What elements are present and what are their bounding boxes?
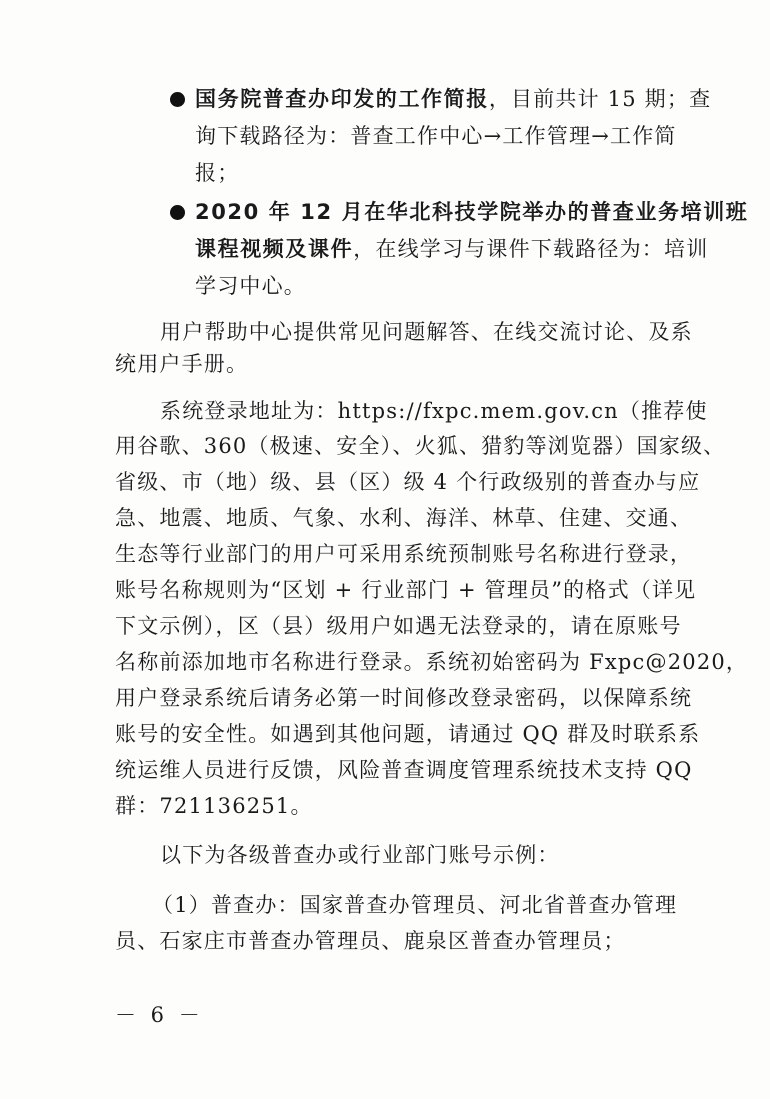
- paragraph-login-line-10: 账号的安全性。如遇到其他问题，请通过 QQ 群及时联系系: [115, 722, 701, 746]
- bullet-2-text: 学习中心。: [195, 274, 306, 298]
- bullet-1-line-3: [195, 158, 239, 188]
- bullet-2-bold-text: 课程视频及课件: [195, 237, 354, 261]
- paragraph-login-line-9: 用户登录系统后请务必第一时间修改登录密码，以保障系统: [115, 686, 693, 710]
- bullet-1-line-1: [195, 84, 711, 114]
- paragraph-login-line-3: 省级、市（地）级、县（区）级 4 个行政级别的普查办与应: [115, 470, 701, 494]
- bullet-dot-icon: [170, 205, 185, 220]
- page-number: － 6 －: [115, 1003, 204, 1027]
- paragraph-login-line-4: 急、地震、地质、气象、水利、海洋、林草、住建、交通、: [115, 506, 693, 530]
- bullet-dot-icon: [170, 92, 185, 107]
- paragraph-login-line-6: 账号名称规则为“区划 + 行业部门 + 管理员”的格式（详见: [115, 578, 697, 602]
- paragraph-login-line-7: 下文示例），区（县）级用户如遇无法登录的，请在原账号: [115, 614, 682, 638]
- bullet-1-text: ，目前共计 15 期；查: [488, 87, 712, 111]
- paragraph-login-line-8: 名称前添加地市名称进行登录。系统初始密码为 Fxpc@2020，: [115, 650, 749, 674]
- bullet-2-bold-text: 2020 年 12 月在华北科技学院举办的普查业务培训班: [195, 200, 749, 224]
- bullet-1-bold-text: 国务院普查办印发的工作简报: [195, 87, 489, 111]
- bullet-2-line-3: [195, 271, 306, 301]
- paragraph-login-line-1: 系统登录地址为：https://fxpc.mem.gov.cn（推荐使: [160, 399, 708, 423]
- bullet-2-line-1: [195, 197, 748, 227]
- paragraph-login-line-2: 用谷歌、360（极速、安全）、火狐、猎豹等浏览器）国家级、: [115, 434, 726, 458]
- paragraph-login-line-11: 统运维人员进行反馈，风险普查调度管理系统技术支持 QQ: [115, 758, 693, 782]
- paragraph-example-1-line-1: （1）普查办：国家普查办管理员、河北省普查办管理: [152, 893, 678, 917]
- paragraph-help-line-2: 统用户手册。: [115, 352, 249, 376]
- paragraph-login-line-12: 群：721136251。: [115, 794, 313, 818]
- paragraph-examples-intro: 以下为各级普查办或行业部门账号示例：: [160, 843, 560, 867]
- bullet-2-line-2: [195, 234, 708, 264]
- paragraph-login-line-5: 生态等行业部门的用户可采用系统预制账号名称进行登录，: [115, 542, 693, 566]
- bullet-1-text: 报；: [195, 161, 240, 185]
- bullet-1-text: 询下载路径为：普查工作中心→工作管理→工作简: [195, 124, 677, 148]
- bullet-1-line-2: [195, 121, 677, 151]
- paragraph-help-line-1: 用户帮助中心提供常见问题解答、在线交流讨论、及系: [160, 320, 693, 344]
- bullet-2-text: ，在线学习与课件下载路径为：培训: [353, 237, 709, 261]
- paragraph-example-1-line-2: 员、石家庄市普查办管理员、鹿泉区普查办管理员；: [115, 929, 626, 953]
